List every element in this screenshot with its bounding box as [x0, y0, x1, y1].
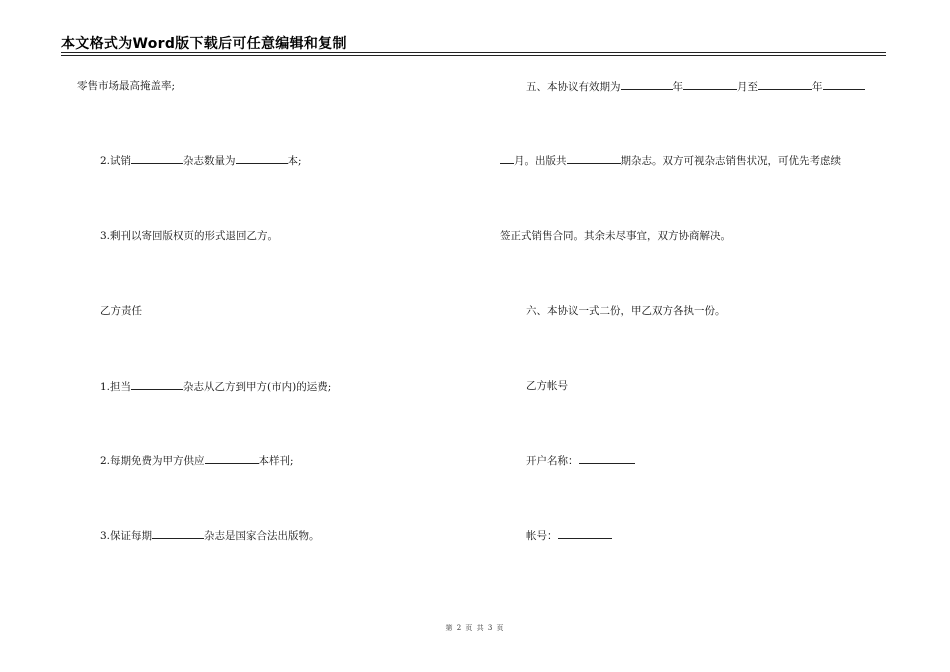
- right-line-6: [526, 453, 635, 468]
- section-heading-party-b: 乙方责任: [100, 305, 142, 317]
- left-line-5-pre: 1.担当: [100, 381, 132, 393]
- account-name-blank: [579, 453, 635, 464]
- left-line-1-text: 零售市场最高掩盖率;: [77, 80, 176, 92]
- left-line-5-post: 杂志从乙方到甲方(市内)的运费;: [183, 381, 332, 393]
- blank-field: [758, 79, 812, 90]
- right-line-5: [526, 379, 568, 393]
- right-line-1: [526, 79, 865, 94]
- right-line-7: [526, 528, 612, 543]
- right-line-2-post: 期杂志。双方可视杂志销售状况，可优先考虑续: [620, 155, 841, 167]
- right-line-4: [526, 304, 726, 318]
- right-line-4-text: 六、本协议一式二份，甲乙双方各执一份。: [526, 305, 726, 317]
- blank-field: [500, 153, 514, 164]
- left-line-2-pre: 2.试销: [100, 155, 132, 167]
- blank-field: [567, 153, 621, 164]
- left-line-7: [100, 528, 320, 543]
- left-line-5: [100, 379, 331, 394]
- left-line-7-pre: 3.保证每期: [100, 530, 153, 542]
- page-number: 第 2 页 共 3 页: [445, 624, 505, 632]
- blank-field: [823, 79, 865, 90]
- blank-field: [205, 453, 259, 464]
- left-line-7-post: 杂志是国家合法出版物。: [204, 530, 320, 542]
- blank-field: [236, 153, 288, 164]
- left-line-2: [100, 153, 302, 168]
- right-line-1-pre: 五、本协议有效期为: [526, 81, 621, 93]
- account-number-label: 帐号：: [526, 530, 558, 542]
- left-line-6: [100, 453, 294, 468]
- blank-field: [131, 379, 183, 390]
- left-line-1: [77, 79, 175, 93]
- account-number-blank: [558, 528, 612, 539]
- account-name-label: 开户名称：: [526, 455, 579, 467]
- left-line-6-pre: 2.每期免费为甲方供应: [100, 455, 205, 467]
- left-line-3: [100, 229, 278, 243]
- right-line-1-a: 年: [672, 81, 683, 93]
- right-column: [475, 0, 950, 672]
- blank-field: [131, 153, 183, 164]
- blank-field: [621, 79, 673, 90]
- left-line-3-text: 3.剩刊以寄回版权页的形式退回乙方。: [100, 230, 279, 242]
- left-line-4: [100, 304, 142, 318]
- right-line-1-c: 年: [812, 81, 823, 93]
- right-line-2-pre: 月。出版共: [514, 155, 567, 167]
- blank-field: [152, 528, 204, 539]
- left-line-2-post: 本;: [287, 155, 302, 167]
- section-heading-account: 乙方帐号: [526, 380, 568, 392]
- right-line-3: [500, 229, 731, 243]
- right-line-1-b: 月至: [737, 81, 758, 93]
- header-title: 本文格式为Word版下载后可任意编辑和复制: [61, 36, 347, 52]
- left-line-6-post: 本样刊;: [258, 455, 294, 467]
- right-line-2: [500, 153, 841, 168]
- left-line-2-mid: 杂志数量为: [183, 155, 236, 167]
- right-line-3-text: 签正式销售合同。其余未尽事宜，双方协商解决。: [500, 230, 731, 242]
- blank-field: [683, 79, 737, 90]
